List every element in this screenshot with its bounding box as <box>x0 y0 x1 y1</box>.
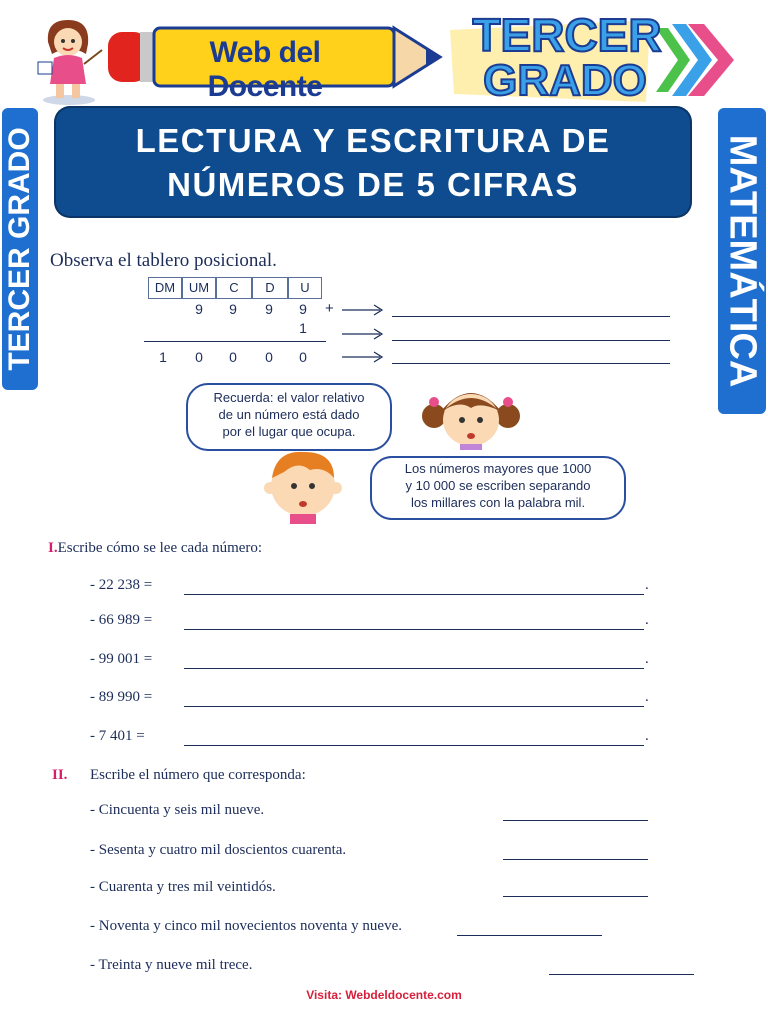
answer-line[interactable] <box>549 974 694 975</box>
section2-item: - Noventa y cinco mil novecientos noventa y nueve. <box>90 918 402 934</box>
answer-line[interactable] <box>392 316 670 317</box>
pv-digit: 9 <box>229 301 237 317</box>
pv-header-d: D <box>252 277 288 299</box>
pv-digit: 0 <box>195 349 203 365</box>
section1-number: I. <box>48 540 58 556</box>
section2-item: - Treinta y nueve mil trece. <box>90 957 253 973</box>
pv-digit: 0 <box>299 349 307 365</box>
title-line1: LECTURA Y ESCRITURA DE <box>135 122 611 159</box>
period: . <box>645 651 649 667</box>
section1-heading <box>48 540 262 557</box>
answer-line[interactable] <box>503 896 648 897</box>
answer-line[interactable] <box>184 594 644 595</box>
arrow-right-icon <box>342 351 384 363</box>
section2-instruction: Escribe el número que corresponda: <box>90 767 306 783</box>
section1-item: - 22 238 = <box>90 577 153 593</box>
pv-digit: 9 <box>265 301 273 317</box>
bubble-text: de un número está dado <box>218 407 360 422</box>
section1-instruction: Escribe cómo se lee cada número: <box>57 540 263 556</box>
section1-item: - 99 001 = <box>90 651 153 667</box>
girl-face-icon <box>420 380 522 450</box>
section1-item: - 89 990 = <box>90 689 153 705</box>
pv-header-dm: DM <box>148 277 182 299</box>
side-banner-right <box>718 108 766 414</box>
pv-digit: 9 <box>299 301 307 317</box>
answer-line[interactable] <box>184 629 644 630</box>
answer-line[interactable] <box>503 859 648 860</box>
girl-speech-bubble <box>186 383 392 451</box>
answer-line[interactable] <box>184 668 644 669</box>
period: . <box>645 689 649 705</box>
plus-sign: + <box>325 300 334 317</box>
section1-item: - 66 989 = <box>90 612 153 628</box>
section2-number: II. <box>52 767 68 783</box>
side-banner-left <box>2 108 38 390</box>
section2-item: - Sesenta y cuatro mil doscientos cuarenta. <box>90 842 347 858</box>
sum-line <box>144 341 326 342</box>
pv-header-c: C <box>216 277 252 299</box>
grade-title-line1: TERCER <box>472 9 662 61</box>
arrow-right-icon <box>342 328 384 340</box>
pv-digit: 1 <box>299 320 307 336</box>
footer-link[interactable]: Visita: Webdeldocente.com <box>306 988 462 1002</box>
period: . <box>645 577 649 593</box>
site-name: Web del Docente <box>207 36 323 103</box>
answer-line[interactable] <box>392 340 670 341</box>
title-line2: NÚMEROS DE 5 CIFRAS <box>167 166 579 203</box>
pv-digit: 1 <box>159 349 167 365</box>
side-banner-left-text: TERCER GRADO <box>3 127 36 371</box>
period: . <box>645 612 649 628</box>
side-banner-right-text: MATEMÁTICA <box>721 134 764 388</box>
section2-item: - Cuarenta y tres mil veintidós. <box>90 879 276 895</box>
bubble-text: Recuerda: el valor relativo <box>213 390 365 405</box>
pv-digit: 0 <box>265 349 273 365</box>
bubble-text: y 10 000 se escriben separando <box>405 478 591 493</box>
pv-header-u: U <box>288 277 322 299</box>
bubble-text: por el lugar que ocupa. <box>222 424 356 439</box>
teacher-logo-icon <box>30 14 108 106</box>
bubble-text: Los números mayores que 1000 <box>404 461 592 476</box>
worksheet-title <box>56 108 690 216</box>
answer-line[interactable] <box>503 820 648 821</box>
section1-item: - 7 401 = <box>90 728 145 744</box>
grade-title-line2: GRADO <box>483 56 647 105</box>
period: . <box>645 728 649 744</box>
arrow-right-icon <box>342 304 384 316</box>
boy-speech-bubble <box>370 456 626 520</box>
intro-text: Observa el tablero posicional. <box>50 250 277 271</box>
answer-line[interactable] <box>392 363 670 364</box>
pv-header-um: UM <box>182 277 216 299</box>
bubble-text: los millares con la palabra mil. <box>410 495 586 510</box>
answer-line[interactable] <box>184 745 644 746</box>
pv-digit: 9 <box>195 301 203 317</box>
answer-line[interactable] <box>457 935 602 936</box>
boy-face-icon <box>262 448 344 524</box>
answer-line[interactable] <box>184 706 644 707</box>
section2-item: - Cincuenta y seis mil nueve. <box>90 802 265 818</box>
pv-digit: 0 <box>229 349 237 365</box>
